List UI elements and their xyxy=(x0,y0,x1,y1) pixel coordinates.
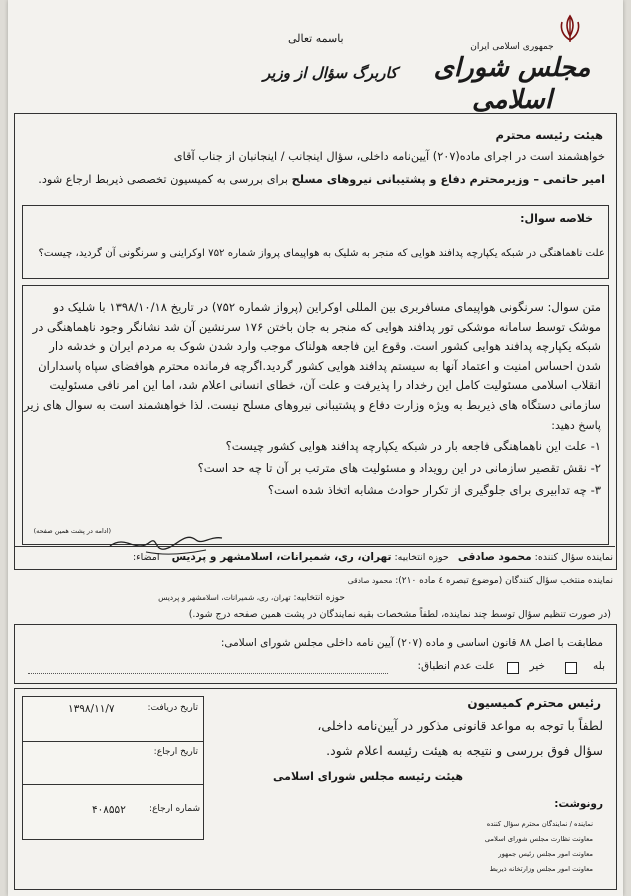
body-line: شبکه یکپارچه پدافند هوایی کشور است. وقوع این فاجعه هولناک موجب وارد شدن شوک به مردم ایران و خدشه دار xyxy=(49,339,601,354)
multi-rep-note: (در صورت تنظیم سؤال توسط چند نماینده، لطفاً مشخصات بقیه نمایندگان در پشت همین صفحه درج شود.) xyxy=(188,609,611,620)
selected-rep-row xyxy=(348,576,613,586)
non-compliance-label: علت عدم انطباق: xyxy=(417,660,495,672)
commission-line-1: لطفاً با توجه به مواعد قانونی مذکور در آیین‌نامه داخلی، xyxy=(317,718,603,733)
form-title: کاربرگ سؤال از وزیر xyxy=(263,64,398,82)
compliance-box xyxy=(14,624,617,684)
district-label: حوزه انتخابیه: xyxy=(394,552,449,563)
body-line: موشک توسط سامانه موشکی تور پدافند هوایی که منجر به جان باختن ۱۷۶ سرنشین آن شد نشانگر وجود ناهماهنگی در xyxy=(32,319,601,334)
iran-emblem-icon xyxy=(557,14,583,44)
question-body xyxy=(23,298,601,501)
district: تهران، ری، شمیرانات، اسلامشهر و پردیس xyxy=(171,551,392,563)
copies-label: رونوشت: xyxy=(554,798,603,810)
referral-number-label: شماره ارجاع: xyxy=(149,804,200,814)
rep-label: نماینده سؤال کننده: xyxy=(534,552,613,563)
body-line: شدن احساس امنیت و اعتماد آنها به سیستم پدافند هوایی کشور گردید.اگرچه فرمانده محترم هوافضای سپاه پاسداران xyxy=(38,358,601,373)
selected-district-row xyxy=(158,593,345,603)
referral-table xyxy=(22,696,204,840)
divider xyxy=(14,546,615,547)
summary-text: علت ناهماهنگی در شبکه یکپارچه پدافند هوایی که منجر به شلیک به هواپیمای پرواز شماره ۷۵۲ اوکراینی و سرنگونی آن گردید، چیست؟ xyxy=(38,248,605,259)
summary-label: خلاصه سوال: xyxy=(520,212,593,225)
body-line: متن سوال: سرنگونی هواپیمای مسافربری بین المللی اوکراین (پرواز شماره ۷۵۲) در تاریخ ۱۳۹۸/۱۰/۱۸ با شلیک دو xyxy=(53,300,601,314)
intro-line-2 xyxy=(38,173,605,186)
compliance-no-checkbox[interactable] xyxy=(507,662,519,674)
copy-item: معاونت امور مجلس رئیس جمهور xyxy=(498,850,593,858)
copy-item: معاونت امور مجلس وزارتخانه ذیربط xyxy=(489,865,593,873)
non-compliance-field[interactable] xyxy=(28,673,388,674)
question-item: ۳- چه تدابیری برای جلوگیری از تکرار حوادث مشابه اتخاذ شده است؟ xyxy=(267,483,601,498)
selected-district-label: حوزه انتخابیه: xyxy=(293,593,345,603)
compliance-no-label: خیر xyxy=(529,660,545,672)
received-date-value: ۱۳۹۸/۱۱/۷ xyxy=(68,703,115,715)
sign-label: امضاء: xyxy=(132,552,160,563)
copy-item: معاونت نظارت مجلس شورای اسلامی xyxy=(484,835,593,843)
body-line: انقلاب اسلامی مسئولیت کامل این رخداد را پذیرفت و علت آن، خطای انسانی اعلام شد، اما این امر نافی مسئولیت xyxy=(49,378,601,393)
salutation: هیئت رئیسه محترم xyxy=(495,128,603,142)
selected-rep-name: محمود صادقی xyxy=(347,576,393,585)
body-line: پاسخ دهید: xyxy=(551,418,601,432)
referral-date-label: تاریخ ارجاع: xyxy=(153,747,198,757)
basmala: باسمه تعالی xyxy=(288,32,344,45)
majlis-logo xyxy=(427,42,597,116)
majlis-title: مجلس شورای اسلامی xyxy=(433,53,591,115)
commission-title: رئیس محترم کمیسیون xyxy=(467,696,601,710)
compliance-yes-label: بله xyxy=(592,660,605,672)
commission-footer: هیئت رئیسه مجلس شورای اسلامی xyxy=(273,770,463,783)
commission-line-2: سؤال فوق بررسی و نتیجه به هیئت رئیسه اعلام شود. xyxy=(326,743,603,758)
compliance-text: مطابقت با اصل ۸۸ قانون اساسی و ماده (۲۰۷) آیین نامه داخلی مجلس شورای اسلامی: xyxy=(220,637,603,649)
minister-name: امیر حاتمی – وزیرمحترم دفاع و پشتیبانی نیروهای مسلح xyxy=(291,173,605,186)
continued-note: (ادامه در پشت همین صفحه) xyxy=(33,527,111,535)
republic-label: جمهوری اسلامی ایران xyxy=(470,42,554,52)
selected-district: تهران، ری، شمیرانات، اسلامشهر و پردیس xyxy=(158,593,291,602)
body-line: سازمانی دستگاه های ذیربط به ویژه وزارت دفاع و پشتیبانی نیروهای مسلح نیست. لذا خواهشمند است به سوال های زیر xyxy=(23,397,601,412)
rep-name: محمود صادقی xyxy=(457,551,532,563)
copy-item: نماینده / نمایندگان محترم سؤال کننده xyxy=(486,820,593,828)
referral-divider xyxy=(22,784,203,785)
selected-rep-label: نماینده منتخب سؤال کنندگان (موضوع تبصره ٤ ماده ٢١٠): xyxy=(395,576,613,586)
received-date-label: تاریخ دریافت: xyxy=(147,703,198,713)
question-form-page xyxy=(8,0,623,896)
intro-line-1: خواهشمند است در اجرای ماده(۲۰۷) آیین‌نامه داخلی، سؤال اینجانب / اینجانبان از جناب آقای xyxy=(173,150,605,163)
signature-row xyxy=(133,551,613,563)
question-item: ۱- علت این ناهماهنگی فاجعه بار در شبکه یکپارچه پدافند هوایی کشور چیست؟ xyxy=(225,439,601,454)
referral-number-value: ۴۰۸۵۵۲ xyxy=(92,804,126,816)
compliance-yes-checkbox[interactable] xyxy=(565,662,577,674)
intro-line-2-rest: برای بررسی به کمیسیون تخصصی ذیربط ارجاع شود. xyxy=(38,173,289,186)
referral-divider xyxy=(22,741,203,742)
question-item: ۲- نقش تقصیر سازمانی در این رویداد و مسئولیت های مترتب بر آن تا چه حد است؟ xyxy=(197,461,601,476)
